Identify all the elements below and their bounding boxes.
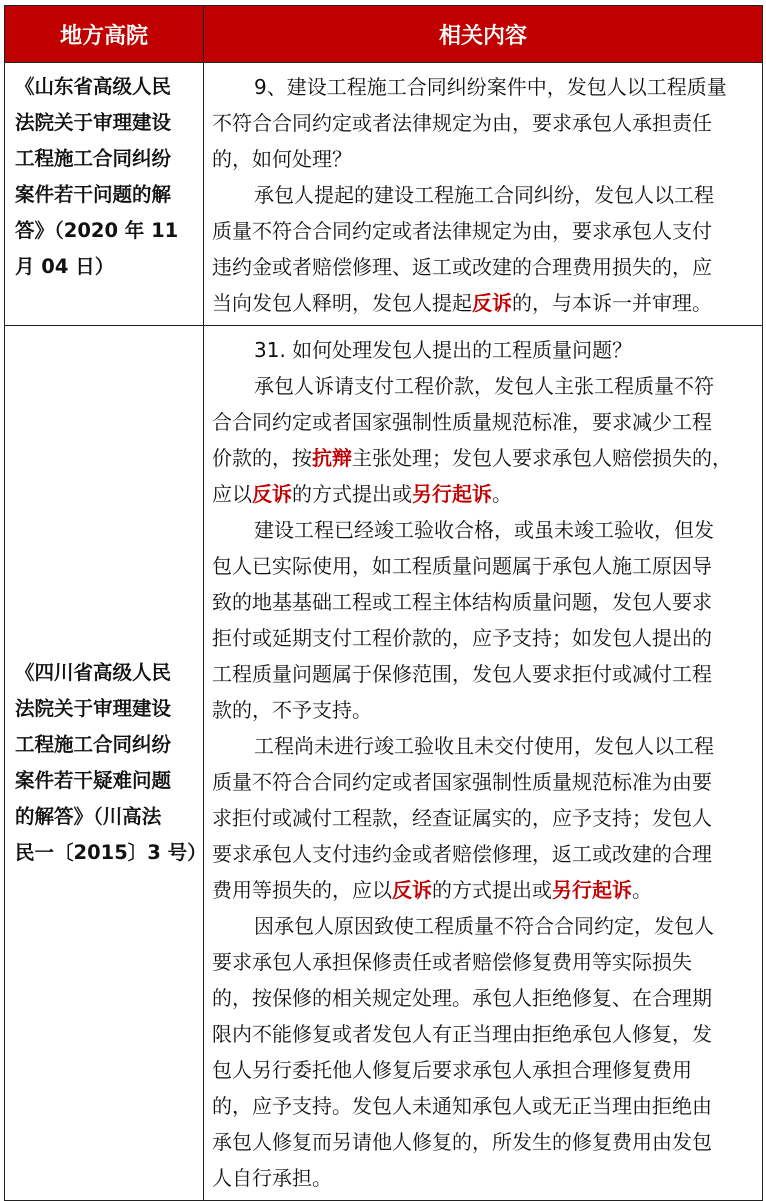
court-name-line: 法院关于审理建设 (15, 697, 172, 720)
content-line (212, 764, 756, 800)
content-line (212, 332, 756, 368)
text-segment: 价款的，按 (212, 446, 312, 470)
highlighted-term: 反诉 (252, 482, 292, 506)
content-line (212, 1088, 756, 1124)
text-segment: 。 (492, 482, 512, 506)
content-line (212, 548, 756, 584)
content-line (212, 656, 756, 692)
content-line (212, 836, 756, 872)
text-segment: 的，按保修的相关规定处理。承包人拒绝修复、在合理期 (212, 986, 712, 1010)
table-header-row (5, 6, 763, 63)
content-line (212, 285, 756, 321)
court-name-line: 工程施工合同纠纷 (15, 147, 172, 170)
text-segment: 应以 (212, 482, 252, 506)
content-line (212, 368, 756, 404)
text-segment: 主张处理；发包人要求承包人赔偿损失的， (352, 446, 732, 470)
text-segment: 的，与本诉一并审理。 (512, 291, 712, 315)
content-line (212, 584, 756, 620)
text-segment: 的，如何处理？ (212, 147, 352, 171)
content-line (212, 404, 756, 440)
content-line (212, 1160, 756, 1196)
text-segment: 工程尚未进行竣工验收且未交付使用，发包人以工程 (254, 734, 714, 758)
content-line (212, 872, 756, 908)
text-segment: 工程质量问题属于保修范围，发包人要求拒付或减付工程 (212, 662, 712, 686)
text-segment: 承包人提起的建设工程施工合同纠纷，发包人以工程 (254, 183, 714, 207)
content-line (212, 440, 756, 476)
text-segment: 承包人修复而另请他人修复的，所发生的修复费用由发包 (212, 1130, 712, 1154)
text-segment: 费用等损失的，应以 (212, 878, 392, 902)
text-segment: 质量不符合合同约定或者法律规定为由，要求承包人支付 (212, 219, 712, 243)
text-segment: 承包人诉请支付工程价款，发包人主张工程质量不符 (254, 374, 714, 398)
court-cell (5, 326, 207, 1201)
text-segment: 当向发包人释明，发包人提起 (212, 291, 472, 315)
highlighted-term: 抗辩 (312, 446, 352, 470)
court-name-line: 案件若干问题的解 (15, 183, 172, 206)
content-line (212, 213, 756, 249)
table-row (5, 63, 763, 326)
header-content: 相关内容 (204, 6, 763, 63)
content-line (212, 177, 756, 213)
text-segment: 限内不能修复或者发包人有正当理由拒绝承包人修复，发 (212, 1022, 712, 1046)
content-line (212, 141, 756, 177)
text-segment: 因承包人原因致使工程质量不符合合同约定，发包人 (254, 914, 714, 938)
highlighted-term: 另行起诉 (412, 482, 492, 506)
court-cell (5, 63, 204, 326)
content-line (212, 105, 756, 141)
text-segment: 的方式提出或 (432, 878, 552, 902)
content-line (212, 1052, 756, 1088)
content-cell (204, 326, 763, 1201)
content-line (212, 1016, 756, 1052)
court-name-line: 的解答》（川高法 (15, 805, 162, 828)
text-segment: 致的地基基础工程或工程主体结构质量问题，发包人要求 (212, 590, 712, 614)
text-segment: 违约金或者赔偿修理、返工或改建的合理费用损失的，应 (212, 255, 712, 279)
court-name-line: 民一〔2015〕3 号） (15, 841, 207, 864)
header-court: 地方高院 (5, 6, 204, 63)
court-name-line: 《四川省高级人民 (15, 661, 172, 684)
text-segment: 包人另行委托他人修复后要求承包人承担合理修复费用 (212, 1058, 692, 1082)
content-line (212, 476, 756, 512)
content-line (212, 692, 756, 728)
highlighted-term: 反诉 (472, 291, 512, 315)
court-provisions-table (4, 5, 763, 1201)
content-line (212, 800, 756, 836)
content-line (212, 249, 756, 285)
court-name-line: 答》（2020 年 11 (15, 219, 179, 242)
text-segment: 的，应予支持。发包人未通知承包人或无正当理由拒绝由 (212, 1094, 712, 1118)
text-segment: 不符合合同约定或者法律规定为由，要求承包人承担责任 (212, 111, 712, 135)
content-line (212, 512, 756, 548)
text-segment: 质量不符合合同约定或者国家强制性质量规范标准为由要 (212, 770, 712, 794)
text-segment: 合合同约定或者国家强制性质量规范标准，要求减少工程 (212, 410, 712, 434)
content-line (212, 944, 756, 980)
text-segment: 包人已实际使用，如工程质量问题属于承包人施工原因导 (212, 554, 712, 578)
highlighted-term: 另行起诉 (552, 878, 632, 902)
content-line (212, 620, 756, 656)
content-line (212, 908, 756, 944)
content-line (212, 1124, 756, 1160)
text-segment: 要求承包人承担保修责任或者赔偿修复费用等实际损失 (212, 950, 692, 974)
text-segment: 。 (632, 878, 652, 902)
text-segment: 人自行承担。 (212, 1166, 332, 1190)
text-segment: 求拒付或减付工程款，经查证属实的，应予支持；发包人 (212, 806, 712, 830)
content-line (212, 728, 756, 764)
text-segment: 要求承包人支付违约金或者赔偿修理，返工或改建的合理 (212, 842, 712, 866)
court-name-line: 法院关于审理建设 (15, 111, 172, 134)
text-segment: 拒付或延期支付工程价款的，应予支持；如发包人提出的 (212, 626, 712, 650)
court-name-line: 月 04 日） (15, 255, 115, 278)
text-segment: 9、建设工程施工合同纠纷案件中，发包人以工程质量 (254, 75, 727, 99)
text-segment: 31. 如何处理发包人提出的工程质量问题？ (254, 338, 633, 362)
content-line (212, 980, 756, 1016)
court-name-line: 案件若干疑难问题 (15, 769, 172, 792)
highlighted-term: 反诉 (392, 878, 432, 902)
table-row (5, 326, 763, 1201)
text-segment: 建设工程已经竣工验收合格，或虽未竣工验收，但发 (254, 518, 714, 542)
court-name-line: 《山东省高级人民 (15, 75, 172, 98)
content-cell (204, 63, 763, 326)
court-name-line: 工程施工合同纠纷 (15, 733, 172, 756)
text-segment: 款的，不予支持。 (212, 698, 372, 722)
text-segment: 的方式提出或 (292, 482, 412, 506)
content-line (212, 69, 756, 105)
